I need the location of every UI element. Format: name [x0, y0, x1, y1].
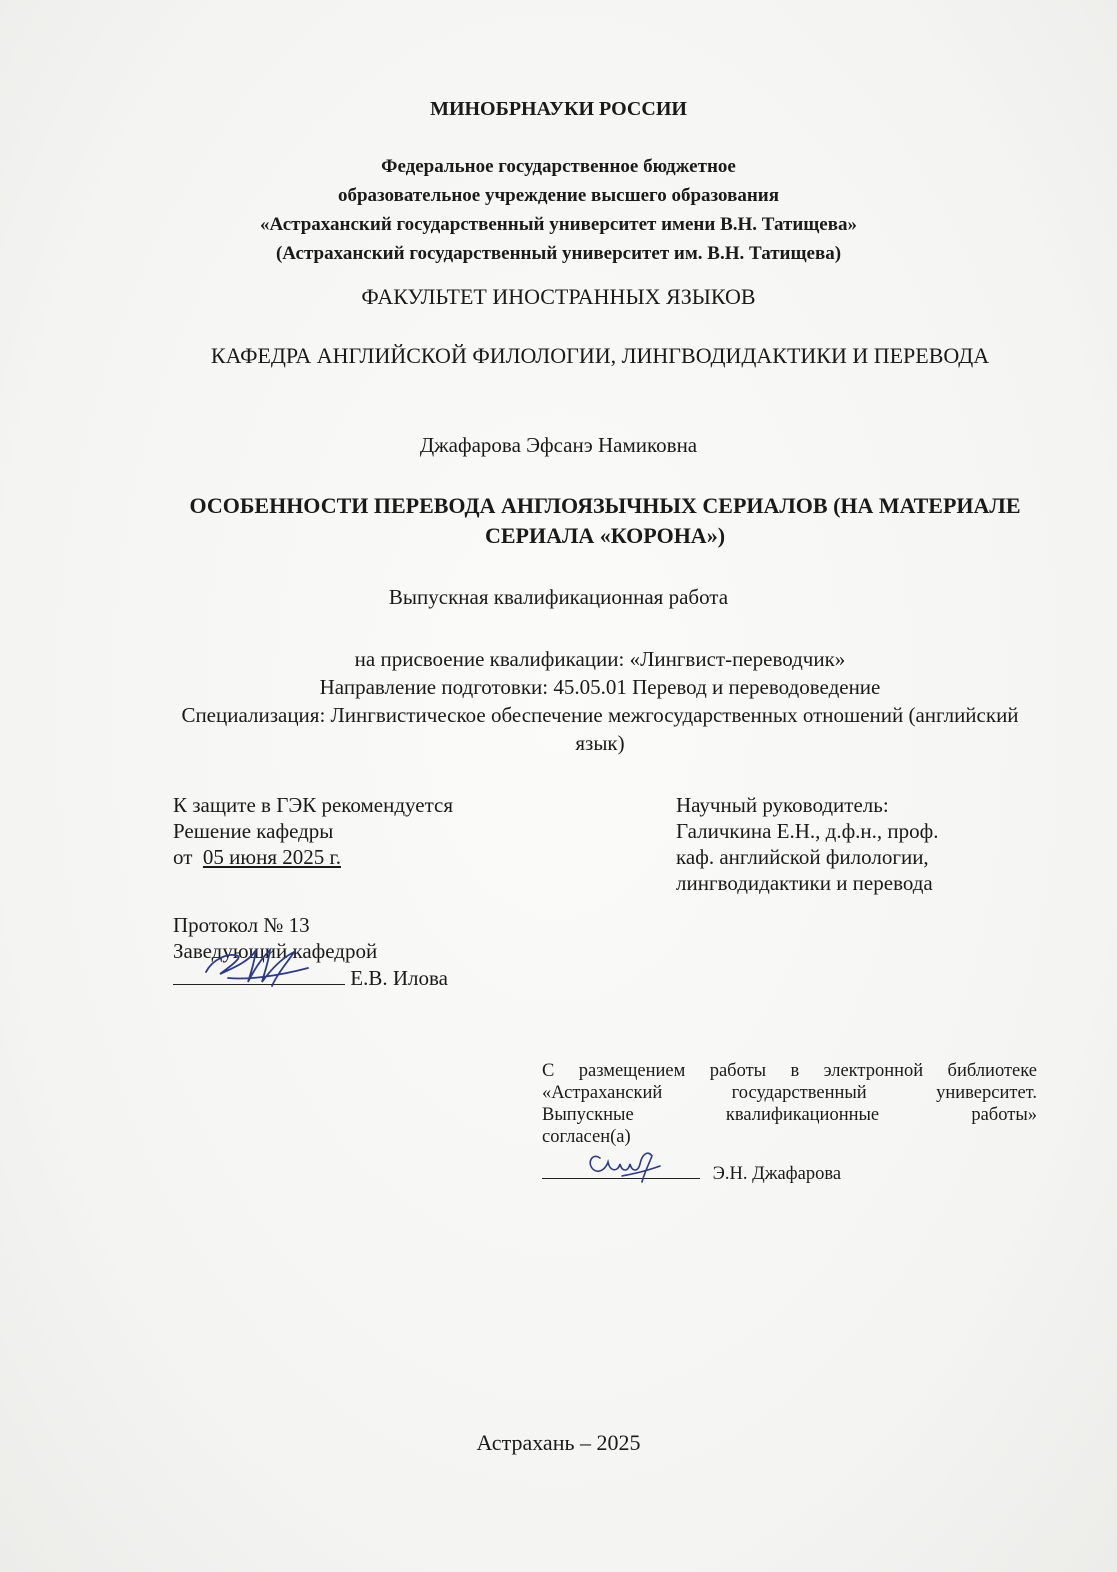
- consent-signature-line: [542, 1160, 841, 1185]
- qualification-line: Направление подготовки: 45.05.01 Перевод и переводоведение: [319, 675, 881, 699]
- author-name: Джафарова Эфсанэ Намиковна: [419, 433, 698, 457]
- head-signature-line: [173, 964, 453, 991]
- institution-line: «Астраханский государственный университет имени В.Н. Татищева»: [259, 214, 857, 235]
- defense-decision: Решение кафедры: [173, 819, 334, 843]
- supervisor-block: [676, 792, 939, 896]
- department-name: КАФЕДРА АНГЛИЙСКОЙ ФИЛОЛОГИИ, ЛИНГВОДИДАКТИКИ И ПЕРЕВОДА: [210, 343, 990, 368]
- institution-block: [0, 152, 1117, 268]
- head-title: Заведующий кафедрой: [173, 939, 378, 963]
- defense-block: [173, 792, 453, 991]
- handwritten-signature-icon: [582, 1144, 672, 1184]
- supervisor-label: Научный руководитель:: [676, 793, 889, 817]
- handwritten-signature-icon: [198, 942, 318, 992]
- supervisor-line: Галичкина Е.Н., д.ф.н., проф.: [676, 819, 939, 843]
- institution-line: образовательное учреждение высшего образования: [337, 185, 780, 206]
- signature-field: [173, 964, 345, 985]
- institution-line: Федеральное государственное бюджетное: [381, 156, 736, 177]
- work-type: Выпускная квалификационная работа: [388, 585, 729, 609]
- faculty-name: ФАКУЛЬТЕТ ИНОСТРАННЫХ ЯЗЫКОВ: [361, 284, 756, 309]
- protocol-number: Протокол № 13: [173, 913, 310, 937]
- consent-line: С размещением работы в электронной библиотеке: [542, 1061, 1037, 1081]
- ministry-heading: МИНОБРНАУКИ РОССИИ: [430, 98, 687, 120]
- city-year: Астрахань – 2025: [476, 1430, 641, 1455]
- thesis-title: ОСОБЕННОСТИ ПЕРЕВОДА АНГЛОЯЗЫЧНЫХ СЕРИАЛОВ (НА МАТЕРИАЛЕ СЕРИАЛА «КОРОНА»): [189, 493, 1021, 548]
- defense-date: 05 июня 2025 г.: [202, 845, 341, 869]
- defense-date-line: [173, 844, 453, 870]
- supervisor-line: каф. английской филологии,: [676, 845, 929, 869]
- defense-date-prefix: от: [173, 845, 193, 869]
- qualification-line: на присвоение квалификации: «Лингвист-переводчик»: [354, 647, 846, 671]
- signature-field: [542, 1160, 700, 1179]
- supervisor-line: лингводидактики и перевода: [676, 871, 933, 895]
- head-name: Е.В. Илова: [350, 966, 448, 990]
- institution-line: (Астраханский государственный университет им. В.Н. Татищева): [275, 243, 842, 264]
- consent-line: согласен(а): [542, 1127, 631, 1147]
- qualification-line: Специализация: Лингвистическое обеспечение межгосударственных отношений (английский язык): [181, 703, 1019, 755]
- consent-line: «Астраханский государственный университет.: [542, 1083, 1037, 1103]
- qualification-block: [180, 645, 1020, 757]
- defense-recommend: К защите в ГЭК рекомендуется: [173, 793, 454, 817]
- consent-line: Выпускные квалификационные работы»: [542, 1105, 1037, 1125]
- library-consent-block: [542, 1060, 1037, 1148]
- consent-name: Э.Н. Джафарова: [712, 1164, 842, 1184]
